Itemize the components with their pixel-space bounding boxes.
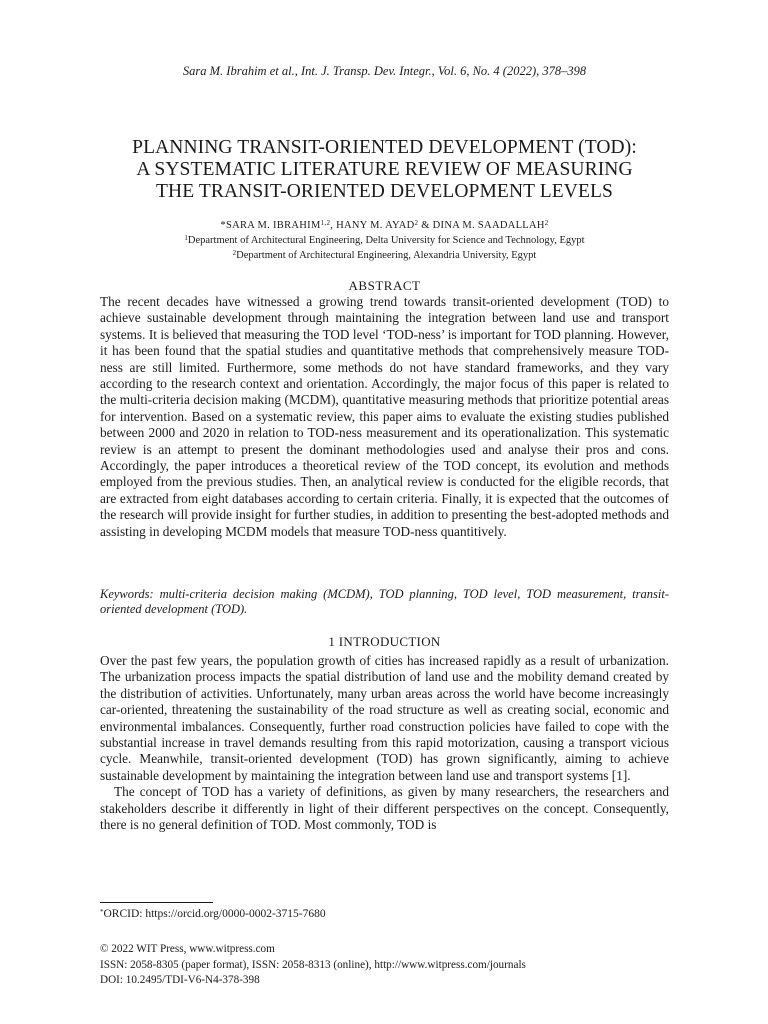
running-head: Sara M. Ibrahim et al., Int. J. Transp. Dev. Integr., Vol. 6, No. 4 (2022), 378–398 (182, 64, 587, 78)
author-separator: & (418, 220, 433, 231)
paper-title (100, 137, 669, 203)
doi-line: DOI: 10.2495/TDI-V6-N4-378-398 (100, 974, 260, 986)
copyright-line: © 2022 WIT Press, www.witpress.com (100, 943, 275, 955)
footnote-divider (100, 902, 213, 903)
publication-info (100, 942, 669, 989)
author-name: HANY M. AYAD (336, 220, 415, 231)
footnote-mark: * (100, 908, 104, 916)
footnote-text: ORCID: https://orcid.org/0000-0002-3715-7680 (103, 908, 326, 920)
abstract-text: The recent decades have witnessed a growing trend towards transit-oriented development (TOD) to achieve sustainable development through maintaining the integration between land use and transport systems. It is believed that measuring the TOD level ‘TOD-ness’ is important for TOD planning. However, it has been found that the spatial studies and quantitative methods that comprehensively measure TOD-ness are still limited. Furthermore, some methods do not have standard frameworks, and they vary according to the research context and orientation. Accordingly, the major focus of this paper is related to the multi-criteria decision making (MCDM), quantitative measuring methods that prioritize potential areas for intervention. Based on a systematic review, this paper aims to evaluate the existing studies published between 2000 and 2020 in relation to TOD-ness measurement and its operationalization. This systematic review is an attempt to present the dominant methodologies used and analyse their pros and cons. Accordingly, the paper introduces a theoretical review of the TOD concept, its evolution and methods employed from the previous studies. Then, an analytical review is conducted for the eligible records, that are extracted from eight databases according to certain criteria. Finally, it is expected that the outcomes of the research will provide insight for further studies, in addition to presenting the best-adopted methods and assisting in developing MCDM models that measure TOD-ness quantitively. (100, 294, 669, 539)
keywords: Keywords: multi-criteria decision making (MCDM), TOD planning, TOD level, TOD measurement, transit-oriented development (TOD). (100, 587, 669, 616)
author-name: DINA M. SAADALLAH (432, 220, 545, 231)
title-line: THE TRANSIT-ORIENTED DEVELOPMENT LEVELS (156, 181, 613, 202)
author-name: *SARA M. IBRAHIM (220, 220, 321, 231)
affiliation (100, 248, 669, 263)
introduction-body (100, 653, 669, 833)
author-affiliation-mark: 2 (414, 219, 419, 227)
footnote (100, 908, 669, 920)
paragraph: Over the past few years, the population growth of cities has increased rapidly as a result of urbanization. The urbanization process impacts the spatial distribution of land use and the mobility demand created by the distribution of activities. Unfortunately, many urban areas across the world have become increasingly car-oriented, threatening the sustainability of the road structure as well as creating social, economic and environmental imbalances. Consequently, further road construction policies have failed to cope with the substantial increase in travel demands resulting from this rapid motorization, causing a transport vicious cycle. Meanwhile, transit-oriented development (TOD) has grown significantly, aiming to achieve sustainable development by maintaining the integration between land use and transport systems [1]. (100, 653, 669, 783)
author-block (100, 218, 669, 263)
affiliation-text: Department of Architectural Engineering, Alexandria University, Egypt (236, 250, 537, 261)
affiliation-text: Department of Architectural Engineering, Delta University for Science and Technology, Egypt (187, 235, 585, 246)
title-line: A SYSTEMATIC LITERATURE REVIEW OF MEASURING (136, 159, 633, 180)
author-separator: , (330, 220, 337, 231)
abstract-heading: ABSTRACT (348, 278, 421, 293)
affiliation (100, 233, 669, 248)
section-heading: 1 INTRODUCTION (328, 634, 441, 649)
title-line: PLANNING TRANSIT-ORIENTED DEVELOPMENT (TOD): (132, 137, 637, 158)
affiliation-mark: 1 (184, 234, 188, 242)
affiliation-mark: 2 (232, 249, 237, 257)
author-names (100, 218, 669, 233)
author-affiliation-mark: 2 (544, 219, 549, 227)
paragraph: The concept of TOD has a variety of definitions, as given by many researchers, the researchers and stakeholders describe it differently in light of their different perspectives on the concept. Consequently, there is no general definition of TOD. Most commonly, TOD is (100, 784, 669, 833)
author-affiliation-mark: 1,2 (320, 219, 331, 227)
issn-line: ISSN: 2058-8305 (paper format), ISSN: 2058-8313 (online), http://www.witpress.com/journals (100, 958, 526, 971)
